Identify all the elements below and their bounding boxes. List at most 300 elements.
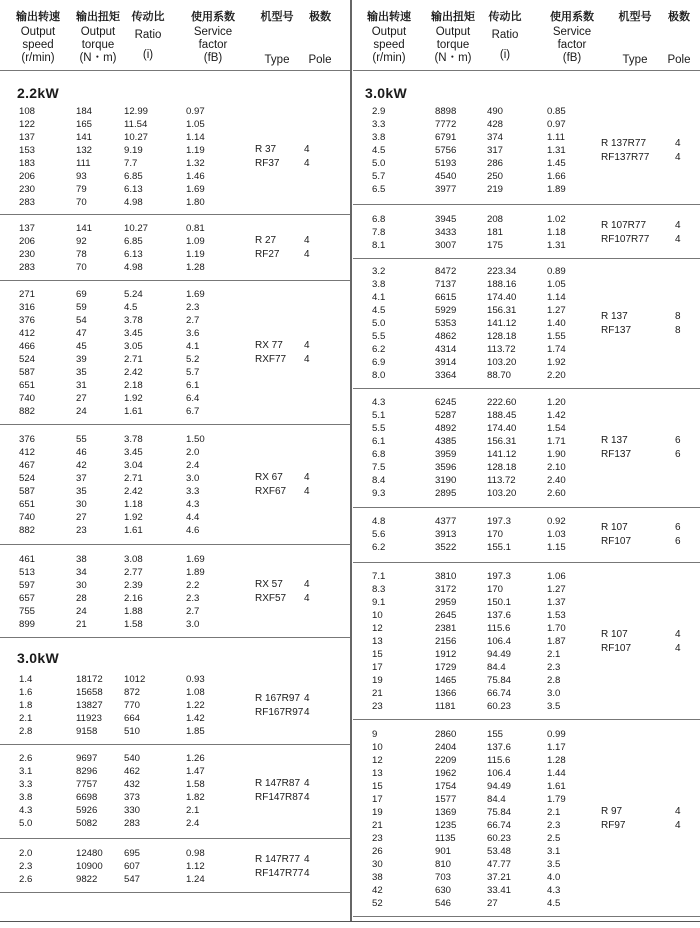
table-row xyxy=(0,459,351,472)
cell-service-factor: 1.22 xyxy=(186,700,205,711)
pole-count-value: 4 xyxy=(675,219,681,231)
cell-service-factor: 2.7 xyxy=(186,606,200,617)
model-type-label: R 137 xyxy=(601,310,628,322)
bottom-rule xyxy=(0,921,700,922)
cell-output-torque: 9697 xyxy=(76,753,98,764)
cell-ratio: 208 xyxy=(487,214,504,225)
cell-service-factor: 6.7 xyxy=(186,406,200,417)
cell-ratio: 141.12 xyxy=(487,318,517,329)
cell-output-torque: 111 xyxy=(76,158,91,169)
cell-output-torque: 5926 xyxy=(76,805,98,816)
cell-output-torque: 13827 xyxy=(76,700,103,711)
cell-output-torque: 9822 xyxy=(76,874,98,885)
cell-output-torque: 23 xyxy=(76,525,87,536)
cell-output-torque: 4862 xyxy=(435,331,457,342)
cell-ratio: 3.45 xyxy=(124,328,143,339)
cell-service-factor: 1.47 xyxy=(186,766,205,777)
model-type xyxy=(601,137,649,165)
cell-service-factor: 1.45 xyxy=(547,158,566,169)
cell-ratio: 188.45 xyxy=(487,410,517,421)
pole-count-value: 4 xyxy=(675,137,681,149)
cell-output-torque: 3810 xyxy=(435,571,457,582)
header-pole-en: Pole xyxy=(667,54,691,66)
cell-service-factor: 3.6 xyxy=(186,328,200,339)
table-row xyxy=(0,314,351,327)
cell-ratio: 170 xyxy=(487,584,504,595)
cell-ratio: 1.61 xyxy=(124,406,143,417)
cell-service-factor: 5.2 xyxy=(186,354,200,365)
pole-count-value: 4 xyxy=(304,158,310,169)
header-service-factor-en: Service xyxy=(552,26,592,38)
cell-service-factor: 1.26 xyxy=(186,753,205,764)
cell-ratio: 103.20 xyxy=(487,488,517,499)
cell-service-factor: 1.24 xyxy=(186,874,205,885)
cell-ratio: 60.23 xyxy=(487,833,512,844)
model-type-label: RF107 xyxy=(601,642,632,654)
cell-output-torque: 5287 xyxy=(435,410,457,421)
cell-service-factor: 1.50 xyxy=(186,434,205,445)
model-type xyxy=(255,578,286,606)
table-row xyxy=(353,474,700,487)
cell-output-torque: 3007 xyxy=(435,240,457,251)
cell-ratio: 664 xyxy=(124,713,141,724)
table-row xyxy=(0,327,351,340)
cell-output-speed: 9.1 xyxy=(372,597,386,608)
cell-output-torque: 546 xyxy=(435,898,452,909)
cell-output-speed: 587 xyxy=(19,486,36,497)
cell-service-factor: 2.5 xyxy=(547,833,561,844)
cell-output-speed: 19 xyxy=(372,675,383,686)
cell-output-torque: 2209 xyxy=(435,755,457,766)
cell-output-speed: 376 xyxy=(19,434,36,445)
header-ratio-cn: 传动比 xyxy=(488,10,522,23)
pole-count-value: 4 xyxy=(304,486,310,497)
cell-service-factor: 1.11 xyxy=(547,132,565,143)
cell-ratio: 174.40 xyxy=(487,423,517,434)
table-row xyxy=(353,396,700,409)
cell-output-speed: 6.2 xyxy=(372,344,386,355)
pole-count xyxy=(675,521,681,549)
cell-service-factor: 1.03 xyxy=(547,529,566,540)
cell-service-factor: 0.92 xyxy=(547,516,566,527)
cell-output-torque: 1729 xyxy=(435,662,457,673)
header-service-factor-cn: 使用系数 xyxy=(191,10,235,23)
pole-count-value: 4 xyxy=(675,628,681,640)
cell-service-factor: 1.54 xyxy=(547,423,566,434)
table-row xyxy=(0,131,351,144)
model-type-label: R 107R77 xyxy=(601,219,647,231)
table-row xyxy=(0,144,351,157)
cell-output-speed: 5.1 xyxy=(372,410,386,421)
model-type-label: RXF67 xyxy=(255,486,287,497)
cell-output-speed: 4.5 xyxy=(372,145,386,156)
cell-output-speed: 412 xyxy=(19,328,36,339)
cell-ratio: 106.4 xyxy=(487,636,512,647)
cell-service-factor: 1.05 xyxy=(186,119,205,130)
pole-count-value: 4 xyxy=(304,472,310,483)
table-row xyxy=(353,687,700,700)
cell-output-torque: 5353 xyxy=(435,318,457,329)
model-type-label: RX 57 xyxy=(255,579,283,590)
model-type xyxy=(255,339,286,367)
header-output-speed-cn: 输出转速 xyxy=(16,10,60,23)
table-row xyxy=(0,222,351,235)
column-divider xyxy=(350,0,352,922)
cell-ratio: 1.58 xyxy=(124,619,143,630)
table-row xyxy=(353,304,700,317)
model-type-label: R 137R77 xyxy=(601,137,647,149)
model-type xyxy=(601,310,631,338)
table-row xyxy=(0,498,351,511)
cell-output-speed: 21 xyxy=(372,820,383,831)
cell-output-torque: 31 xyxy=(76,380,87,391)
table-row xyxy=(353,291,700,304)
cell-output-speed: 899 xyxy=(19,619,36,630)
table-row xyxy=(353,105,700,118)
cell-output-speed: 137 xyxy=(19,223,36,234)
cell-service-factor: 1.53 xyxy=(547,610,566,621)
table-row xyxy=(0,566,351,579)
model-type-label: RX 77 xyxy=(255,340,283,351)
model-group xyxy=(0,425,351,545)
cell-output-torque: 18172 xyxy=(76,674,103,685)
table-row xyxy=(0,183,351,196)
cell-ratio: 223.34 xyxy=(487,266,517,277)
header-ratio-en: Ratio xyxy=(491,29,519,41)
header-output-speed-en: (r/min) xyxy=(21,52,55,64)
cell-service-factor: 1.87 xyxy=(547,636,566,647)
cell-output-torque: 45 xyxy=(76,341,87,352)
cell-output-torque: 2381 xyxy=(435,623,457,634)
cell-output-speed: 230 xyxy=(19,184,36,195)
header-service-factor-en: factor xyxy=(557,39,587,51)
pole-count-value: 8 xyxy=(675,310,681,322)
pole-count xyxy=(675,310,681,338)
cell-ratio: 330 xyxy=(124,805,141,816)
cell-ratio: 4.5 xyxy=(124,302,138,313)
cell-ratio: 250 xyxy=(487,171,504,182)
table-row xyxy=(0,472,351,485)
cell-ratio: 113.72 xyxy=(487,344,516,355)
table-row xyxy=(0,170,351,183)
header-type-pad xyxy=(247,26,307,40)
header-ratio-en: (i) xyxy=(499,49,511,61)
cell-output-speed: 3.1 xyxy=(19,766,33,777)
cell-service-factor: 1.58 xyxy=(186,779,205,790)
model-group xyxy=(353,259,700,389)
cell-service-factor: 1.05 xyxy=(547,279,566,290)
model-type-label: R 27 xyxy=(255,235,277,246)
cell-output-torque: 35 xyxy=(76,486,87,497)
cell-output-speed: 15 xyxy=(372,649,383,660)
cell-ratio: 115.6 xyxy=(487,623,511,634)
model-type-label: RF37 xyxy=(255,158,280,169)
cell-ratio: 175 xyxy=(487,240,504,251)
cell-ratio: 33.41 xyxy=(487,885,512,896)
table-row xyxy=(353,541,700,554)
model-type xyxy=(255,471,286,499)
cell-service-factor: 1.28 xyxy=(547,755,566,766)
power-rating-text: 3.0kW xyxy=(365,85,407,101)
header-pole-pad xyxy=(659,40,699,54)
cell-output-speed: 740 xyxy=(19,393,36,404)
cell-output-torque: 5193 xyxy=(435,158,457,169)
group-rows xyxy=(0,433,351,537)
model-type-label: RF137R77 xyxy=(601,151,650,163)
model-group xyxy=(353,563,700,720)
header-service-factor-en: factor xyxy=(198,39,228,51)
cell-service-factor: 0.98 xyxy=(186,848,205,859)
cell-service-factor: 4.4 xyxy=(186,512,200,523)
cell-output-torque: 165 xyxy=(76,119,93,130)
cell-output-speed: 122 xyxy=(19,119,36,130)
cell-ratio: 283 xyxy=(124,818,141,829)
cell-output-speed: 4.3 xyxy=(19,805,33,816)
pole-count-value: 4 xyxy=(304,340,310,351)
header-service-factor-en: Service xyxy=(193,26,233,38)
cell-service-factor: 2.0 xyxy=(186,447,200,458)
model-type-label: RF167R97 xyxy=(255,706,304,718)
group-rows xyxy=(0,553,351,631)
cell-ratio: 2.42 xyxy=(124,367,143,378)
table-row xyxy=(353,356,700,369)
model-type xyxy=(255,777,303,805)
cell-service-factor: 2.3 xyxy=(547,820,561,831)
header-pole-pad xyxy=(300,26,340,40)
model-type xyxy=(601,628,631,656)
cell-output-speed: 4.8 xyxy=(372,516,386,527)
cell-ratio: 490 xyxy=(487,106,504,117)
pole-count xyxy=(304,578,310,606)
cell-output-speed: 153 xyxy=(19,145,36,156)
table-row xyxy=(353,487,700,500)
cell-ratio: 1.88 xyxy=(124,606,143,617)
cell-output-torque: 3522 xyxy=(435,542,457,553)
cell-output-torque: 10900 xyxy=(76,861,103,872)
table-row xyxy=(353,806,700,819)
table-row xyxy=(0,592,351,605)
cell-service-factor: 1.71 xyxy=(547,436,566,447)
group-rows xyxy=(0,105,351,209)
cell-ratio: 170 xyxy=(487,529,504,540)
cell-ratio: 6.13 xyxy=(124,184,143,195)
model-type-label: RF107R77 xyxy=(601,233,650,245)
pole-count xyxy=(304,471,310,499)
cell-output-speed: 9.3 xyxy=(372,488,386,499)
table-row xyxy=(0,379,351,392)
cell-ratio: 432 xyxy=(124,779,141,790)
cell-output-torque: 78 xyxy=(76,249,87,260)
cell-output-torque: 54 xyxy=(76,315,87,326)
cell-service-factor: 1.20 xyxy=(547,397,566,408)
cell-output-torque: 46 xyxy=(76,447,87,458)
pole-count-value: 6 xyxy=(675,535,681,547)
table-row xyxy=(353,435,700,448)
cell-output-torque: 34 xyxy=(76,567,87,578)
cell-ratio: 6.13 xyxy=(124,249,143,260)
cell-ratio: 27 xyxy=(487,898,498,909)
power-rating-text: 3.0kW xyxy=(17,650,59,666)
pole-count-value: 8 xyxy=(675,324,681,336)
table-row xyxy=(353,832,700,845)
header-output-torque-en: (N・m) xyxy=(434,52,472,64)
model-type-label: RF137 xyxy=(601,449,632,460)
cell-output-torque: 30 xyxy=(76,580,87,591)
cell-service-factor: 1.90 xyxy=(547,449,566,460)
cell-output-speed: 1.8 xyxy=(19,700,33,711)
cell-output-torque: 5082 xyxy=(76,818,98,829)
table-row xyxy=(0,248,351,261)
cell-service-factor: 2.1 xyxy=(186,805,200,816)
table-row xyxy=(0,446,351,459)
cell-output-torque: 21 xyxy=(76,619,87,630)
pole-count xyxy=(675,628,681,656)
cell-output-torque: 1754 xyxy=(435,781,457,792)
cell-output-torque: 8472 xyxy=(435,266,457,277)
table-row xyxy=(353,583,700,596)
cell-output-speed: 6.5 xyxy=(372,184,386,195)
cell-output-torque: 3596 xyxy=(435,462,457,473)
cell-service-factor: 0.97 xyxy=(547,119,566,130)
pole-count xyxy=(675,137,681,165)
cell-output-speed: 8.0 xyxy=(372,370,386,381)
table-row xyxy=(0,511,351,524)
cell-service-factor: 1.27 xyxy=(547,305,566,316)
cell-service-factor: 1.27 xyxy=(547,584,566,595)
pole-count xyxy=(675,434,681,462)
cell-output-torque: 1135 xyxy=(435,833,456,844)
table-row xyxy=(353,635,700,648)
cell-ratio: 12.99 xyxy=(124,106,149,117)
table-row xyxy=(353,793,700,806)
cell-output-speed: 3.2 xyxy=(372,266,386,277)
cell-service-factor: 1.69 xyxy=(186,184,205,195)
cell-output-speed: 10 xyxy=(372,742,383,753)
cell-service-factor: 2.3 xyxy=(186,302,200,313)
cell-output-speed: 8.1 xyxy=(372,240,386,251)
pole-count-value: 4 xyxy=(675,806,681,817)
table-row xyxy=(353,728,700,741)
cell-output-speed: 412 xyxy=(19,447,36,458)
group-rows xyxy=(353,396,700,500)
model-type-label: RXF77 xyxy=(255,354,287,365)
model-type-label: R 147R77 xyxy=(255,853,301,865)
cell-output-speed: 230 xyxy=(19,249,36,260)
header-service-factor-cn: 使用系数 xyxy=(550,10,594,23)
table-row xyxy=(353,648,700,661)
table-row xyxy=(0,353,351,366)
cell-output-torque: 35 xyxy=(76,367,87,378)
cell-output-speed: 271 xyxy=(19,289,36,300)
cell-service-factor: 1.79 xyxy=(547,794,566,805)
table-row xyxy=(0,618,351,631)
cell-ratio: 1.92 xyxy=(124,512,143,523)
cell-service-factor: 2.7 xyxy=(186,315,200,326)
header-output-torque xyxy=(423,10,483,65)
cell-service-factor: 3.5 xyxy=(547,859,561,870)
table-row xyxy=(353,741,700,754)
table-row xyxy=(0,261,351,274)
cell-service-factor: 1.12 xyxy=(186,861,205,872)
cell-output-torque: 30 xyxy=(76,499,87,510)
cell-service-factor: 1.44 xyxy=(547,768,566,779)
cell-ratio: 3.08 xyxy=(124,554,143,565)
table-row xyxy=(353,317,700,330)
table-row xyxy=(353,897,700,910)
cell-output-speed: 2.6 xyxy=(19,874,33,885)
header-output-torque-en: torque xyxy=(436,39,470,51)
cell-ratio: 4.98 xyxy=(124,197,143,208)
pole-count-value: 4 xyxy=(304,853,310,865)
table-row xyxy=(353,700,700,713)
cell-output-speed: 6.8 xyxy=(372,449,386,460)
cell-service-factor: 0.81 xyxy=(186,223,205,234)
cell-output-torque: 70 xyxy=(76,262,87,273)
model-type-label: R 107 xyxy=(601,628,628,640)
cell-service-factor: 2.10 xyxy=(547,462,566,473)
table-row xyxy=(353,819,700,832)
pole-count-value: 4 xyxy=(304,692,310,704)
model-type-label: RF107 xyxy=(601,535,632,547)
cell-output-speed: 524 xyxy=(19,354,36,365)
cell-ratio: 197.3 xyxy=(487,516,512,527)
cell-output-speed: 13 xyxy=(372,768,383,779)
table-row xyxy=(0,433,351,446)
table-row xyxy=(0,366,351,379)
left-column xyxy=(0,0,351,922)
pole-count-value: 4 xyxy=(304,144,310,155)
group-rows xyxy=(353,515,700,554)
cell-ratio: 6.85 xyxy=(124,236,143,247)
table-row xyxy=(353,118,700,131)
header-output-speed xyxy=(8,10,68,65)
table-row xyxy=(353,674,700,687)
cell-service-factor: 3.0 xyxy=(186,473,200,484)
cell-service-factor: 4.6 xyxy=(186,525,200,536)
cell-service-factor: 1.15 xyxy=(547,542,566,553)
model-type-label: RXF57 xyxy=(255,593,287,604)
header-ratio xyxy=(128,10,168,62)
cell-output-torque: 3913 xyxy=(435,529,457,540)
cell-ratio: 1.92 xyxy=(124,393,143,404)
cell-output-torque: 1366 xyxy=(435,688,457,699)
group-rows xyxy=(353,265,700,382)
cell-output-torque: 79 xyxy=(76,184,87,195)
cell-output-speed: 1.4 xyxy=(19,674,33,685)
header-pole-pad xyxy=(300,40,340,54)
cell-output-torque: 5929 xyxy=(435,305,457,316)
cell-service-factor: 1.28 xyxy=(186,262,205,273)
cell-service-factor: 3.5 xyxy=(547,701,561,712)
header-type-cn: 机型号 xyxy=(260,10,294,23)
pole-count-value: 4 xyxy=(304,249,310,260)
pole-count-value: 4 xyxy=(675,642,681,654)
cell-service-factor: 1.55 xyxy=(547,331,566,342)
header-ratio-pad xyxy=(485,42,525,49)
cell-output-torque: 3977 xyxy=(435,184,457,195)
table-row xyxy=(353,780,700,793)
header-output-torque xyxy=(68,10,128,65)
model-type-label: R 97 xyxy=(601,806,623,817)
cell-ratio: 94.49 xyxy=(487,649,512,660)
cell-ratio: 2.71 xyxy=(124,473,143,484)
power-rating-title xyxy=(0,71,351,102)
cell-output-torque: 24 xyxy=(76,606,87,617)
cell-output-speed: 5.0 xyxy=(19,818,33,829)
right-column xyxy=(353,0,700,922)
table-row xyxy=(353,515,700,528)
header-pole-pad xyxy=(659,26,699,40)
